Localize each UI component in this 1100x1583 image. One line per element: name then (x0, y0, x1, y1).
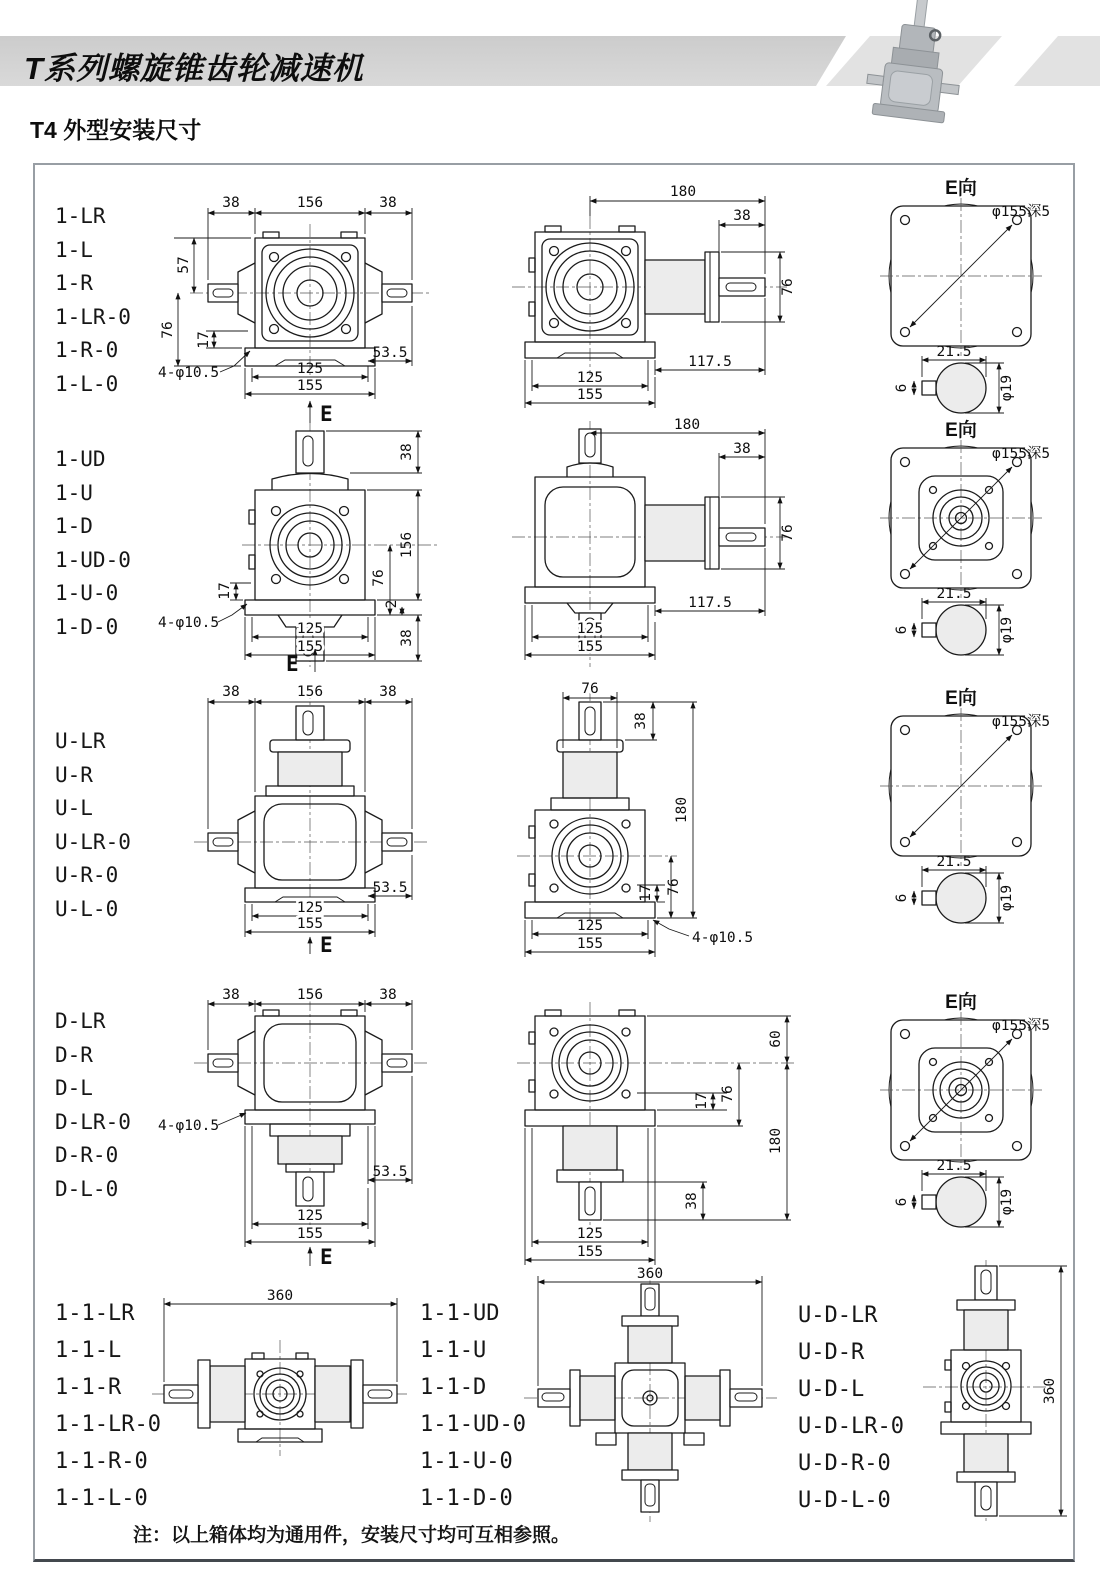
dim-label: 60 (768, 1030, 784, 1048)
hole-callout: 4-φ10.5 (158, 365, 220, 381)
dim-label: 125 (296, 900, 324, 916)
side-view-drawing-1-lr (487, 180, 802, 415)
dim-label: 155 (576, 387, 604, 403)
model-label: D-L (55, 1076, 93, 1100)
dim-label: 156 (399, 531, 415, 559)
dim-label: 125 (576, 370, 604, 386)
dim-label: 21.5 (936, 344, 972, 360)
model-label: 1-1-U (420, 1338, 487, 1363)
model-label: 1-1-L (55, 1338, 122, 1363)
model-label: 1-LR-0 (55, 304, 131, 329)
dim-label: 38 (222, 987, 240, 1003)
model-label: 1-D-0 (55, 614, 119, 639)
model-label: 1-LR (55, 204, 106, 228)
dim-label: 38 (399, 629, 415, 647)
dim-label: 155 (296, 378, 324, 394)
drawing-1-1-lr (148, 1288, 413, 1513)
model-label: D-R-0 (55, 1143, 119, 1167)
dim-label: 76 (666, 878, 682, 896)
page-title: T4 外型安装尺寸 (30, 117, 202, 143)
view-arrow-label: E (320, 402, 333, 426)
dim-label: 360 (636, 1266, 664, 1282)
model-list-u-d-lr (798, 1297, 904, 1519)
dim-label: 38 (379, 195, 397, 211)
flange-callout: φ155深5 (992, 446, 1051, 462)
dim-label: 57 (176, 256, 192, 274)
dim-label: 125 (296, 1208, 324, 1224)
model-label: D-L-0 (55, 1176, 119, 1201)
dim-label: 155 (576, 1244, 604, 1260)
view-arrow-label: E (320, 933, 333, 957)
model-label: 1-1-D (420, 1375, 487, 1400)
model-label: U-LR (55, 729, 106, 753)
dim-label: 360 (266, 1288, 294, 1304)
model-list-1-ud (55, 443, 131, 644)
model-list-u-lr (55, 725, 131, 926)
model-label: U-D-L-0 (798, 1488, 891, 1513)
dim-label: 6 (894, 625, 910, 635)
dim-label: 125 (576, 918, 604, 934)
dim-label: φ19 (999, 884, 1015, 912)
dim-label: 76 (581, 681, 599, 697)
model-label: 1-U-0 (55, 581, 119, 605)
dim-label: 38 (379, 684, 397, 700)
dim-label: 180 (673, 417, 701, 433)
model-label: 1-U (55, 480, 93, 505)
dim-label: 21.5 (936, 1158, 972, 1174)
dim-label: φ19 (999, 374, 1015, 402)
dim-label: 38 (733, 208, 751, 224)
model-label: 1-L-0 (55, 371, 119, 396)
view-title: E向 (945, 420, 977, 441)
dim-label: 155 (576, 639, 604, 655)
flange-callout: φ155深5 (992, 204, 1051, 220)
model-label: D-LR-0 (55, 1109, 131, 1134)
dim-label: 180 (768, 1127, 784, 1155)
flange-callout: φ155深5 (992, 1018, 1051, 1034)
model-label: 1-1-D-0 (420, 1486, 513, 1511)
dim-label: 180 (674, 796, 690, 824)
model-label: U-L-0 (55, 896, 119, 921)
view-title: E向 (945, 992, 977, 1013)
flange-callout: φ155深5 (992, 714, 1051, 730)
model-list-1-1-lr (55, 1295, 161, 1517)
model-label: U-D-R-0 (798, 1451, 891, 1476)
dim-label: 125 (576, 1226, 604, 1242)
hole-callout: 4-φ10.5 (692, 930, 754, 946)
series-title: T系列螺旋锥齿轮减速机 (24, 51, 364, 86)
view-title: E向 (945, 688, 977, 709)
dim-label: 117.5 (688, 595, 732, 611)
view-arrow-label: E (286, 652, 299, 676)
hole-callout: 4-φ10.5 (158, 615, 220, 631)
dim-label: 117.5 (688, 354, 732, 370)
dim-label: 76 (780, 524, 796, 542)
dim-label: 156 (296, 987, 324, 1003)
dim-label: 125 (576, 621, 604, 637)
model-label: U-D-R (798, 1340, 865, 1365)
model-list-d-lr (55, 1005, 131, 1206)
view-title: E向 (945, 178, 977, 199)
dim-label: 38 (684, 1192, 700, 1210)
side-view-drawing-d-lr (487, 988, 802, 1268)
model-list-1-1-ud (420, 1295, 526, 1517)
model-label: U-L (55, 796, 93, 820)
front-view-drawing-d-lr (150, 988, 460, 1268)
footnote: 注：以上箱体均为通用件，安装尺寸均可互相参照。 (133, 1525, 571, 1546)
model-label: 1-UD-0 (55, 547, 131, 572)
model-label: U-R-0 (55, 863, 119, 887)
dim-label: 180 (669, 184, 697, 200)
e-view-drawing-d-lr (848, 992, 1076, 1232)
dim-label: 76 (780, 278, 796, 296)
model-label: U-R (55, 762, 93, 787)
model-label: 1-UD (55, 447, 106, 471)
dim-label: 125 (296, 361, 324, 377)
dim-label: 76 (160, 321, 176, 339)
front-view-drawing-u-lr (150, 680, 460, 955)
dim-label: φ19 (999, 616, 1015, 644)
dim-label: 21.5 (936, 854, 972, 870)
dim-label: 155 (296, 916, 324, 932)
dim-label: 38 (379, 987, 397, 1003)
front-view-drawing-1-ud (150, 415, 460, 676)
model-label: 1-R-0 (55, 338, 119, 362)
dim-label: 38 (222, 684, 240, 700)
model-label: D-R (55, 1042, 93, 1067)
dim-label: 21.5 (936, 586, 972, 602)
dim-label: 53.5 (372, 345, 408, 361)
model-label: 1-1-R-0 (55, 1449, 148, 1474)
dim-label: 6 (894, 893, 910, 903)
dim-label: 76 (720, 1085, 736, 1103)
dim-label: 17 (196, 331, 212, 349)
dim-label: 360 (1042, 1377, 1058, 1405)
model-label: U-D-L (798, 1377, 865, 1402)
model-label: 1-D (55, 514, 93, 538)
dim-label: 17 (217, 582, 233, 600)
model-label: U-D-LR-0 (798, 1414, 904, 1439)
dim-label: 155 (296, 1226, 324, 1242)
dim-label: 38 (633, 712, 649, 730)
dim-label: 125 (296, 621, 324, 637)
model-label: 1-R (55, 271, 93, 295)
model-label: 1-1-UD-0 (420, 1412, 526, 1437)
hole-callout: 4-φ10.5 (158, 1118, 220, 1134)
e-view-drawing-1-ud (848, 420, 1076, 660)
dim-label: 6 (894, 1197, 910, 1207)
dim-label: 38 (399, 443, 415, 461)
dim-label: 53.5 (372, 1164, 408, 1180)
model-label: 1-L (55, 237, 93, 262)
drawing-u-d-lr (893, 1256, 1083, 1528)
dim-label: φ19 (999, 1188, 1015, 1216)
dim-label: 6 (894, 383, 910, 393)
model-label: U-LR-0 (55, 829, 131, 854)
product-photo-gearbox-image (850, 0, 985, 124)
model-list-1-lr (55, 200, 131, 401)
dim-label: 38 (222, 195, 240, 211)
dim-label: 17 (694, 1092, 710, 1110)
dim-label: 17 (638, 884, 654, 902)
dim-label: 53.5 (372, 880, 408, 896)
e-view-drawing-u-lr (848, 688, 1076, 928)
dim-label: 155 (296, 639, 324, 655)
e-view-drawing-1-lr (848, 178, 1076, 418)
model-label: 1-1-U-0 (420, 1449, 513, 1474)
dim-label: 156 (296, 684, 324, 700)
dim-label: 38 (733, 441, 751, 457)
drawing-1-1-ud (518, 1268, 783, 1528)
dim-label: 76 (371, 569, 387, 587)
model-label: 1-1-UD (420, 1301, 500, 1326)
view-arrow-label: E (320, 1245, 333, 1269)
model-label: U-D-LR (798, 1303, 878, 1328)
side-view-drawing-u-lr (487, 680, 802, 958)
side-view-drawing-1-ud (487, 415, 802, 673)
dim-label: 2 (384, 599, 400, 609)
front-view-drawing-1-lr (150, 180, 460, 425)
model-label: 1-1-LR (55, 1301, 135, 1326)
model-label: 1-1-LR-0 (55, 1412, 161, 1437)
model-label: 1-1-L-0 (55, 1486, 148, 1511)
dim-label: 155 (576, 936, 604, 952)
banner-decor-parallelogram (1014, 36, 1100, 86)
dim-label: 156 (296, 195, 324, 211)
model-label: 1-1-R (55, 1375, 122, 1400)
model-label: D-LR (55, 1009, 106, 1033)
